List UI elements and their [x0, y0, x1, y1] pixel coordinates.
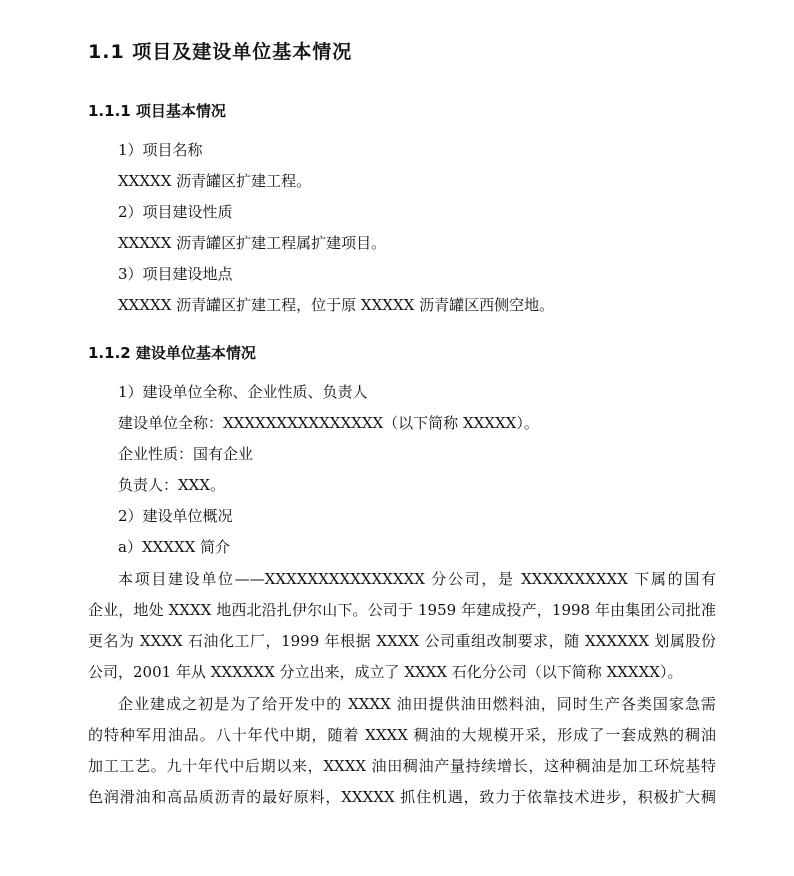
item-text-project-location: XXXXX 沥青罐区扩建工程，位于原 XXXXX 沥青罐区西侧空地。 [118, 296, 555, 314]
item-label-project-location: 3）项目建设地点 [118, 265, 233, 283]
item-text-unit-name: 建设单位全称：XXXXXXXXXXXXXXX（以下简称 XXXXX）。 [118, 414, 539, 432]
paragraph-line: 本项目建设单位——XXXXXXXXXXXXXXX 分公司，是 XXXXXXXXXX 下属的国有 [118, 570, 716, 588]
item-label-project-nature: 2）项目建设性质 [118, 203, 233, 221]
item-text-project-nature: XXXXX 沥青罐区扩建工程属扩建项目。 [118, 234, 387, 252]
item-label-unit-info: 1）建设单位全称、企业性质、负责人 [118, 383, 368, 401]
subsection-heading-1-1-2: 1.1.2 建设单位基本情况 [88, 344, 256, 362]
paragraph-line: 企业，地处 XXXX 地西北沿扎伊尔山下。公司于 1959 年建成投产，1998 年由集团公司批准 [88, 601, 716, 619]
item-label-company-intro: a）XXXXX 简介 [118, 538, 231, 556]
section-heading: 1.1 项目及建设单位基本情况 [88, 41, 353, 63]
paragraph-line: 企业建成之初是为了给开发中的 XXXX 油田提供油田燃料油，同时生产各类国家急需 [118, 695, 716, 713]
item-text-unit-leader: 负责人：XXX。 [118, 476, 226, 494]
paragraph-line: 色润滑油和高品质沥青的最好原料，XXXXX 抓住机遇，致力于依靠技术进步，积极扩大稠 [88, 788, 716, 806]
paragraph-line: 更名为 XXXX 石油化工厂，1999 年根据 XXXX 公司重组改制要求，随 XXXXXX 划属股份 [88, 632, 716, 650]
item-label-project-name: 1）项目名称 [118, 141, 203, 159]
item-text-unit-nature: 企业性质：国有企业 [118, 445, 254, 463]
item-label-unit-overview: 2）建设单位概况 [118, 507, 233, 525]
paragraph-line: 的特种军用油品。八十年代中期，随着 XXXX 稠油的大规模开采，形成了一套成熟的稠油 [88, 726, 716, 744]
paragraph-line: 公司，2001 年从 XXXXXX 分立出来，成立了 XXXX 石化分公司（以下简称 XXXXX）。 [88, 663, 683, 681]
subsection-heading-1-1-1: 1.1.1 项目基本情况 [88, 102, 226, 120]
item-text-project-name: XXXXX 沥青罐区扩建工程。 [118, 172, 312, 190]
paragraph-line: 加工工艺。九十年代中后期以来，XXXX 油田稠油产量持续增长，这种稠油是加工环烷基特 [88, 757, 716, 775]
